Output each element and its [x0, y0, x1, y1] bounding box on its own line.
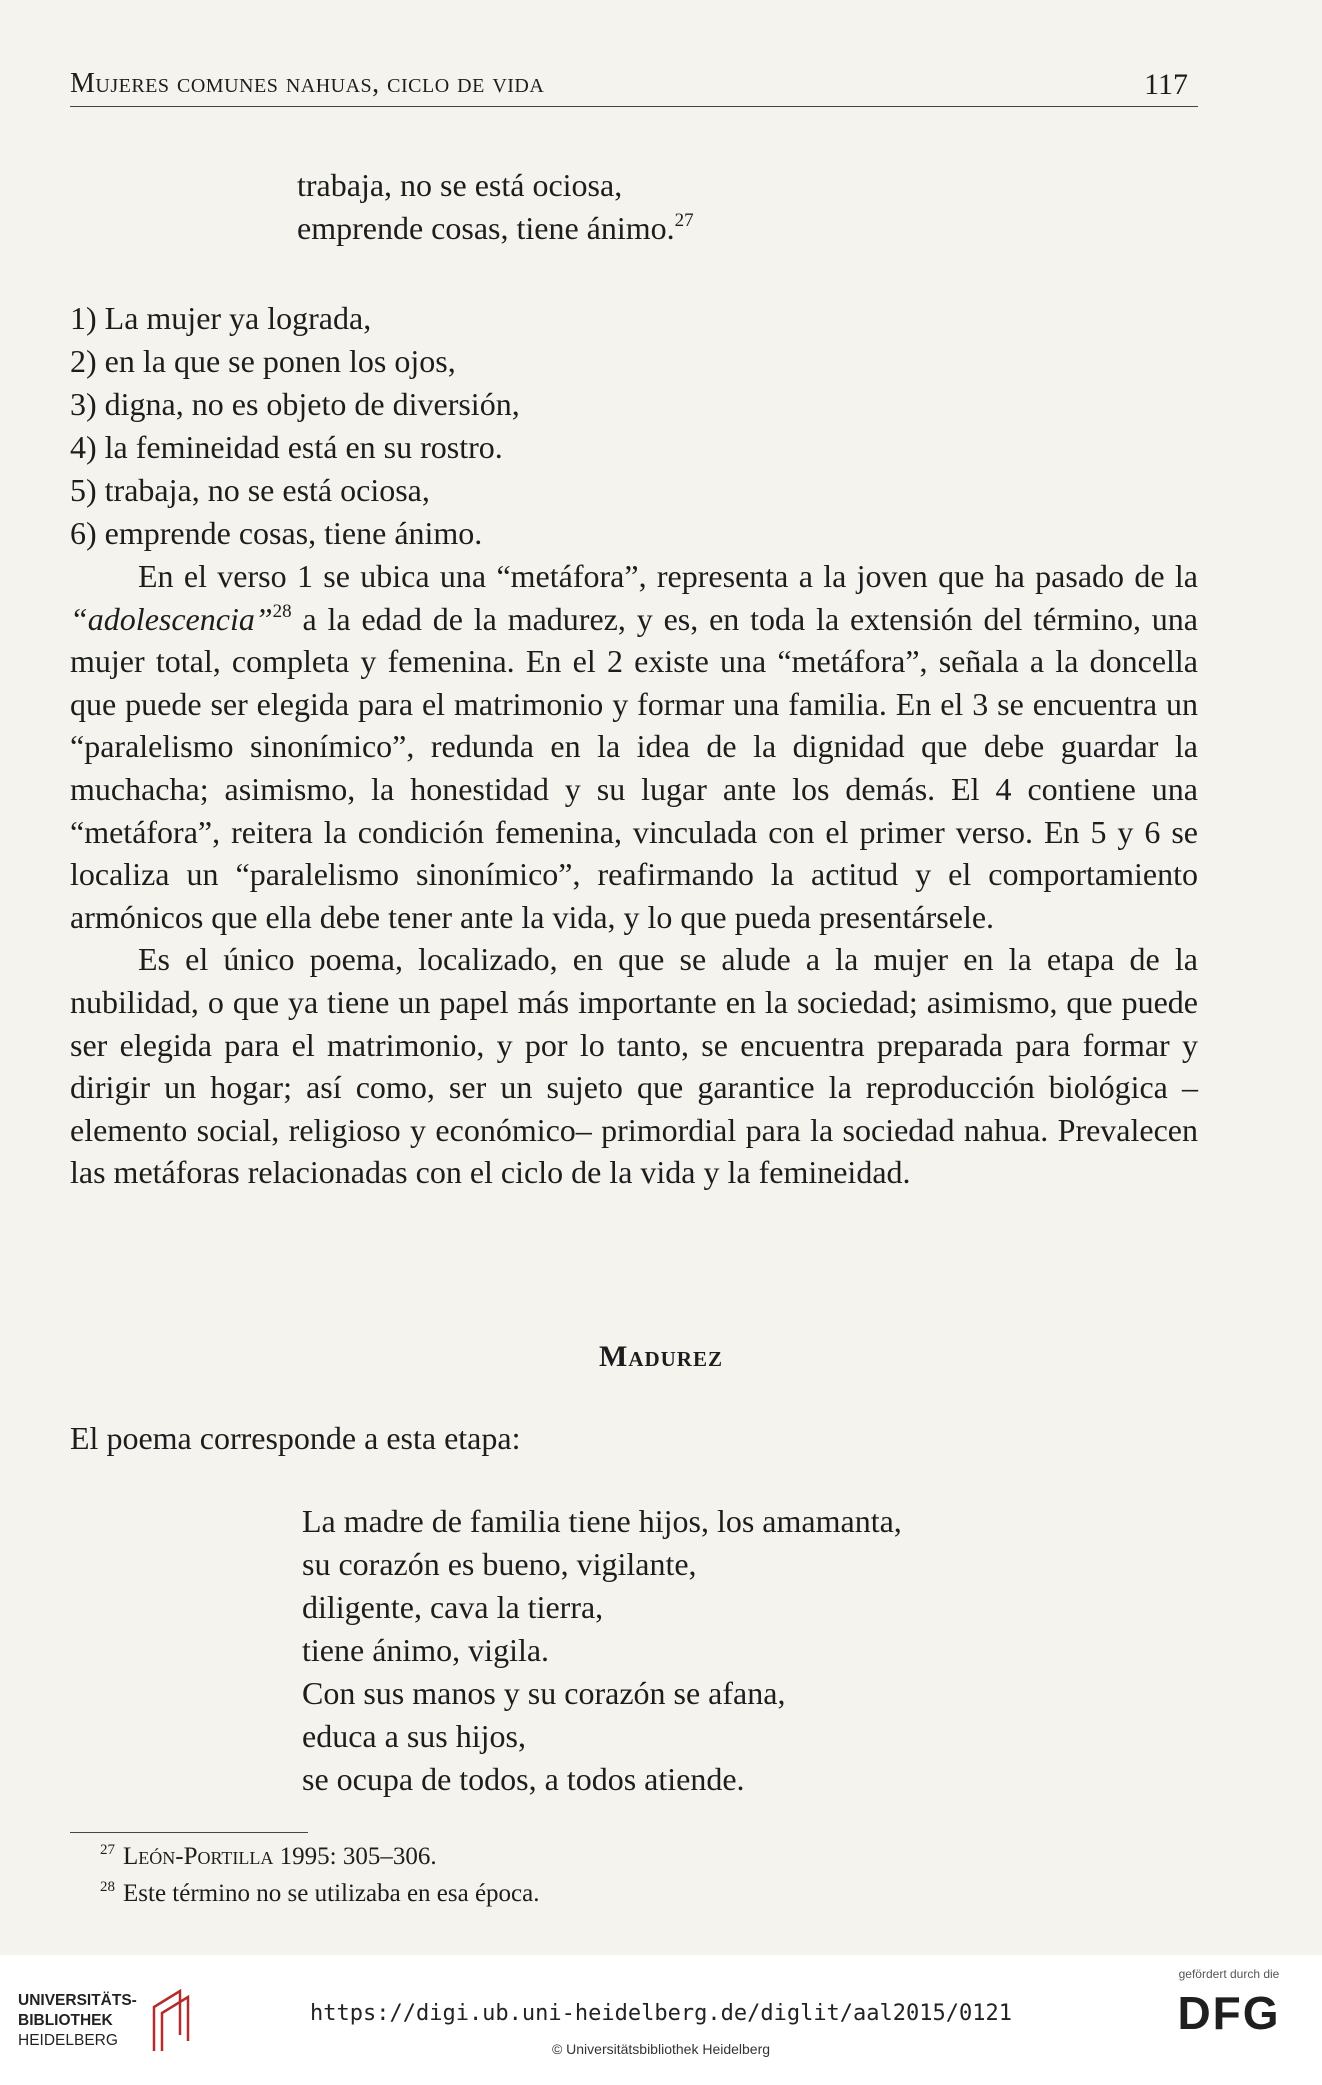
numbered-verses: [70, 297, 520, 555]
paragraph: Es el único poema, localizado, en que se alude a la mujer en la etapa de la nubilidad, o que ya tiene un papel más importante en la sociedad; asimismo, que puede ser elegida para el matrimonio, y por lo tanto, se encuentra preparada para formar y dirigir un hogar; así como, ser un sujeto que garantice la reproducción biológica –elemento social, religioso y económico– primordial para la sociedad nahua. Prevalecen las metáforas relacionadas con el ciclo de la vida y la femineidad.: [70, 941, 1198, 1191]
poem-line: educa a sus hijos,: [302, 1718, 526, 1754]
paragraph: En el verso 1 se ubica una “metáfora”, representa a la joven que ha pasado de la “adolescencia”$^{28}$ a la edad de la madurez, y es, en toda la extensión del término, una mujer total, completa y femenina. En el 2 existe una “metáfora”, señala a la doncella que puede ser elegida para el matrimonio y formar una familia. En el 3 se encuentra un “paralelismo sinonímico”, redunda en la idea de la dignidad que debe guardar la muchacha; asimismo, la honestidad y su lugar ante los demás. El 4 contiene una “metáfora”, reitera la condición femenina, vinculada con el primer verso. En 5 y 6 se localiza un “paralelismo sinonímico”, reafirmando la actitud y el comportamiento armónicos que ella debe tener ante la vida, y lo que pueda presentársele.: [70, 558, 1198, 935]
dfg-text: DFG: [1177, 1987, 1281, 2037]
footnote-ref-27: 27: [674, 210, 694, 231]
verse-continuation: [297, 164, 694, 250]
library-name: UNIVERSITÄTS- BIBLIOTHEK HEIDELBERG: [18, 1992, 137, 2049]
numbered-verse: 2) en la que se ponen los ojos,: [70, 343, 456, 379]
numbered-verse: 5) trabaja, no se está ociosa,: [70, 472, 430, 508]
poem-line: su corazón es bueno, vigilante,: [302, 1546, 697, 1582]
poem: [302, 1500, 902, 1801]
dfg-logo-block[interactable]: [1164, 1967, 1294, 2037]
running-head: Mujeres comunes nahuas, ciclo de vida: [70, 68, 545, 99]
verse-line: emprende cosas, tiene ánimo.$^{27}$: [297, 210, 694, 246]
intro-line: El poema corresponde a esta etapa:: [70, 1420, 521, 1456]
numbered-verse: 6) emprende cosas, tiene ánimo.: [70, 515, 483, 551]
poem-line: Con sus manos y su corazón se afana,: [302, 1675, 786, 1711]
page-header: [70, 60, 1198, 107]
numbered-verse: 3) digna, no es objeto de diversión,: [70, 386, 520, 422]
numbered-verse: 1) La mujer ya lograda,: [70, 300, 372, 336]
footnote-28: $^{28}$ Este término no se utilizaba en esa época.: [100, 1879, 540, 1907]
poem-line: tiene ánimo, vigila.: [302, 1632, 550, 1668]
section-title: Madurez: [599, 1340, 723, 1373]
footer-url[interactable]: https://digi.ub.uni-heidelberg.de/diglit/aal2015/0121: [310, 2001, 1012, 2026]
page-number: 117: [1144, 68, 1188, 101]
footer-copyright: © Universitätsbibliothek Heidelberg: [551, 2041, 771, 2057]
verse-line: trabaja, no se está ociosa,: [297, 167, 623, 203]
body-text: [70, 555, 1198, 1194]
footnote-ref-28: 28: [272, 600, 292, 622]
dfg-logo-icon: [1164, 1985, 1294, 2037]
numbered-verse: 4) la femineidad está en su rostro.: [70, 429, 503, 465]
footnote-27: $^{27}$ León-Portilla 1995: 305–306.: [100, 1842, 437, 1870]
footnote-rule: [70, 1832, 308, 1833]
footnotes: [100, 1838, 540, 1912]
poem-line: diligente, cava la tierra,: [302, 1589, 604, 1625]
poem-line: La madre de familia tiene hijos, los amamanta,: [302, 1503, 902, 1539]
poem-line: se ocupa de todos, a todos atiende.: [302, 1761, 745, 1797]
funding-caption: gefördert durch die: [1178, 1967, 1280, 1981]
footer-bar: [0, 1955, 1322, 2085]
